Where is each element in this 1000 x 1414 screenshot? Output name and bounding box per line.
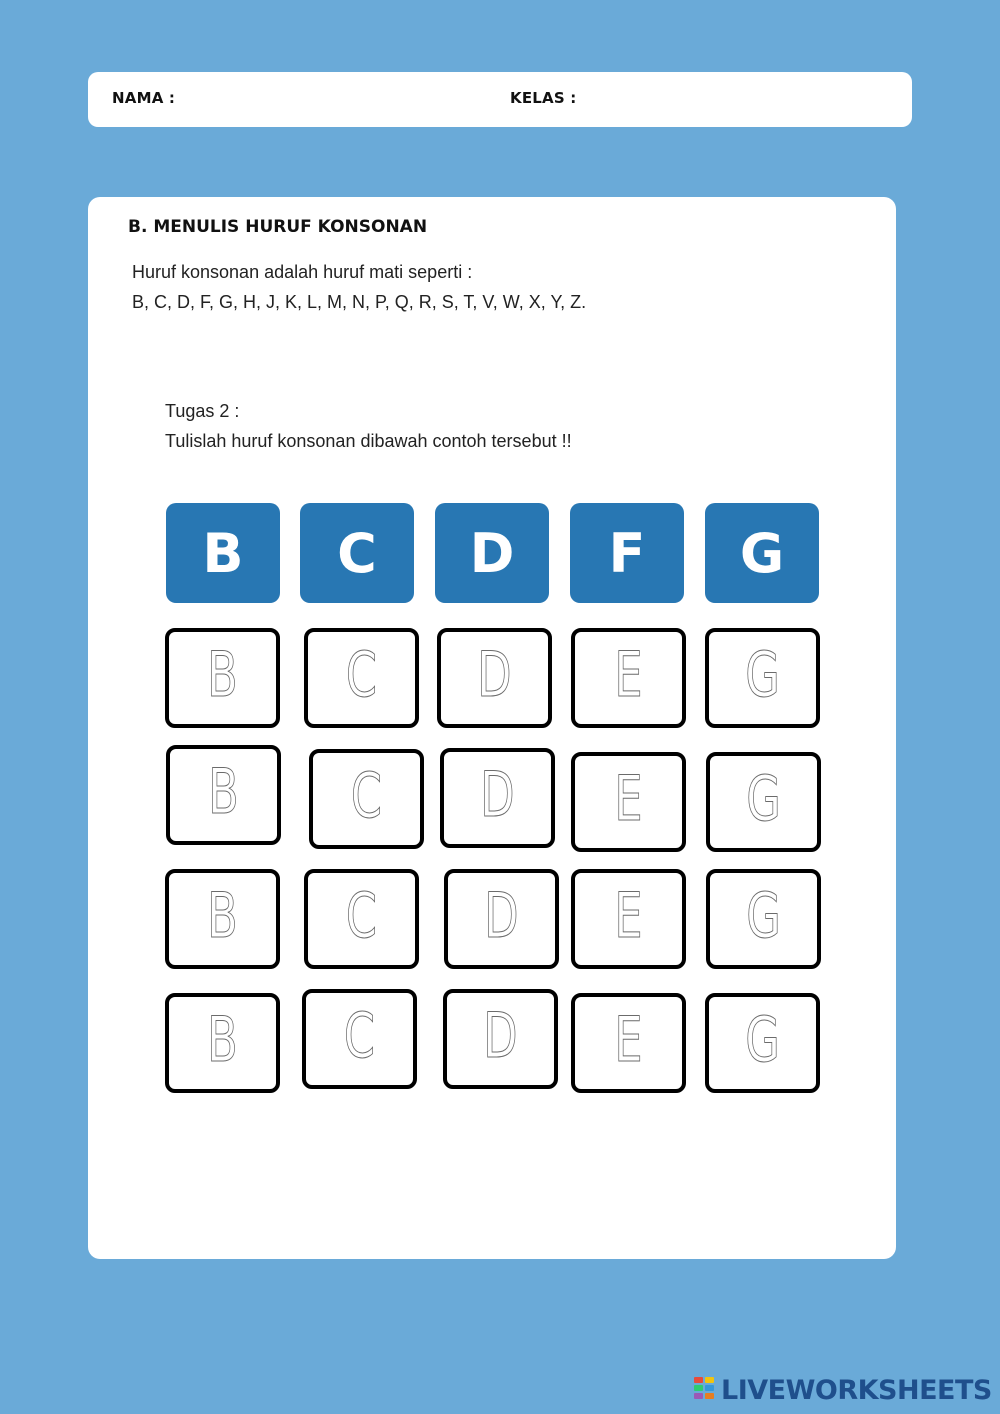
trace-letter: D [477, 638, 512, 711]
example-letter-tile: D [435, 503, 549, 603]
trace-letter: B [207, 638, 238, 711]
trace-letter: D [480, 758, 515, 831]
tracing-box[interactable] [165, 993, 280, 1093]
intro-text [132, 257, 586, 317]
tracing-box[interactable] [302, 989, 417, 1089]
trace-letter: B [207, 879, 238, 952]
tracing-box[interactable] [304, 628, 419, 728]
trace-letter: C [345, 879, 378, 952]
trace-letter: G [746, 762, 781, 835]
intro-line-1: Huruf konsonan adalah huruf mati seperti : [132, 262, 473, 282]
section-title: B. MENULIS HURUF KONSONAN [128, 217, 428, 237]
tracing-box[interactable] [705, 993, 820, 1093]
example-letter-tile: F [570, 503, 684, 603]
example-letter-tile: C [300, 503, 414, 603]
tracing-box[interactable] [571, 993, 686, 1093]
tracing-box[interactable] [444, 869, 559, 969]
tracing-box[interactable] [571, 752, 686, 852]
example-letter-tile: G [705, 503, 819, 603]
tracing-box[interactable] [571, 869, 686, 969]
trace-letter: E [614, 638, 643, 711]
trace-letter: D [483, 999, 518, 1072]
tracing-box[interactable] [440, 748, 555, 848]
tracing-box[interactable] [571, 628, 686, 728]
trace-letter: G [745, 1003, 780, 1076]
trace-letter: D [484, 879, 519, 952]
tracing-box[interactable] [706, 752, 821, 852]
tracing-box[interactable] [166, 745, 281, 845]
task-title: Tugas 2 : [165, 401, 240, 421]
logo-mark-icon [694, 1375, 718, 1405]
tracing-box[interactable] [165, 869, 280, 969]
liveworksheets-logo [694, 1373, 992, 1407]
tracing-box[interactable] [165, 628, 280, 728]
task-text [165, 396, 572, 456]
example-letter-tile: B [166, 503, 280, 603]
tracing-box[interactable] [443, 989, 558, 1089]
trace-letter: G [746, 879, 781, 952]
trace-letter: C [343, 999, 376, 1072]
trace-letter: G [745, 638, 780, 711]
trace-letter: C [350, 759, 383, 832]
trace-letter: E [614, 1003, 643, 1076]
tracing-box[interactable] [304, 869, 419, 969]
consonant-list: B, C, D, F, G, H, J, K, L, M, N, P, Q, R, S, T, V, W, X, Y, Z. [132, 292, 587, 312]
student-info-bar [88, 72, 912, 127]
trace-letter: B [207, 1003, 238, 1076]
trace-letter: E [614, 879, 643, 952]
tracing-box[interactable] [706, 869, 821, 969]
task-instruction: Tulislah huruf konsonan dibawah contoh tersebut !! [165, 431, 572, 451]
nama-label: NAMA : [112, 89, 176, 107]
tracing-box[interactable] [437, 628, 552, 728]
trace-letter: C [345, 638, 378, 711]
trace-letter: B [208, 755, 239, 828]
tracing-box[interactable] [705, 628, 820, 728]
logo-text: LIVEWORKSHEETS [721, 1374, 992, 1406]
tracing-box[interactable] [309, 749, 424, 849]
worksheet-card [88, 197, 896, 1259]
kelas-label: KELAS : [510, 89, 577, 107]
trace-letter: E [614, 762, 643, 835]
